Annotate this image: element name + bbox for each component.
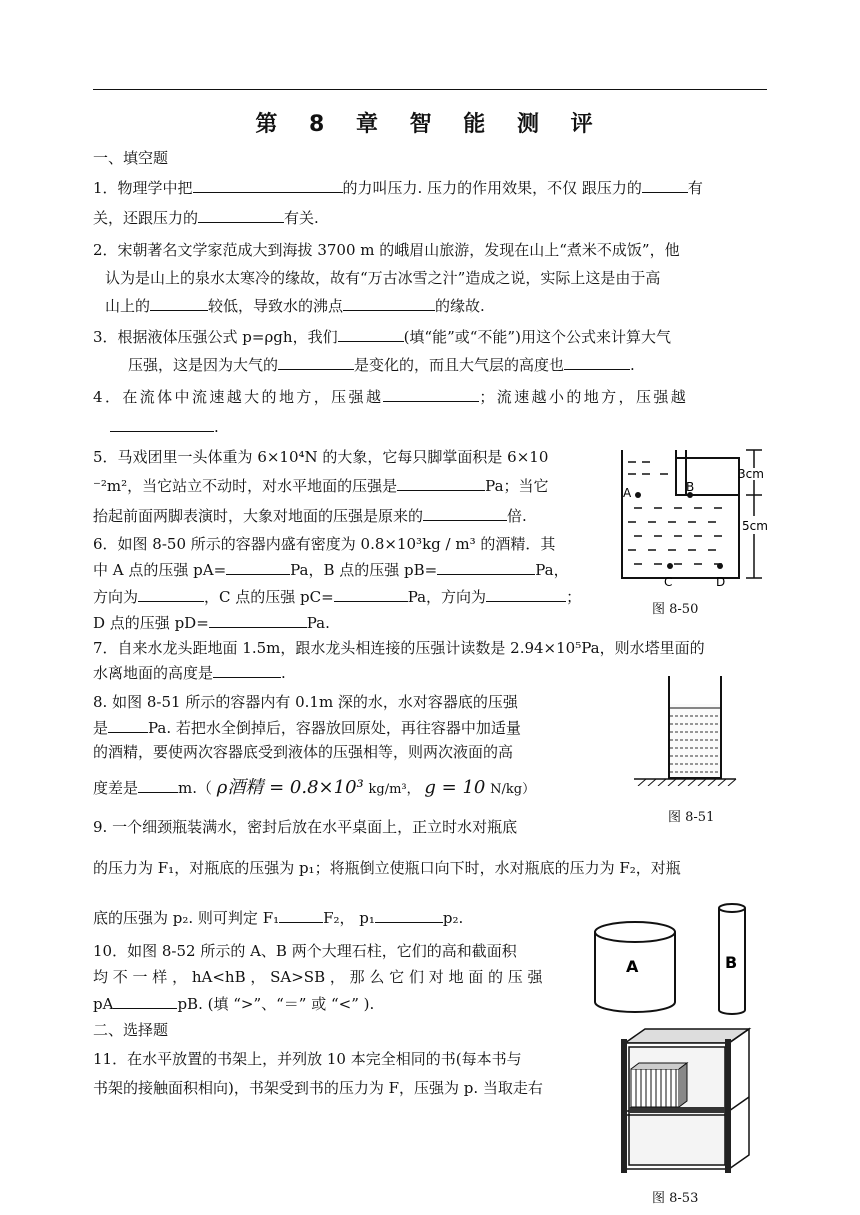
question-11: 11．在水平放置的书架上，并列放 10 本完全相同的书(每本书与 <box>93 1050 522 1068</box>
figure-8-50 <box>614 440 774 590</box>
dimension-5cm: 5cm <box>742 519 768 533</box>
section-heading: 二、选择题 <box>93 1021 169 1039</box>
figure-caption: 图 8-51 <box>668 810 715 825</box>
point-a-label: A <box>623 486 632 500</box>
point-d-label: D <box>716 575 726 589</box>
page-title: 第 8 章 智 能 测 评 <box>255 112 605 137</box>
question-5-cont: ⁻²m²，当它站立不动时，对水平地面的压强是 Pa；当它 <box>93 477 549 495</box>
question-8-cont: 度差是 m.（ ρ酒精 = 0.8×10³ kg/m³， g = 10 N/kg） <box>93 777 536 798</box>
point-b-label: B <box>686 480 695 494</box>
question-9-cont: 底的压强为 p₂. 则可判定 F₁ F₂， p₁ p₂. <box>93 909 464 927</box>
question-2: 2．宋朝著名文学家范成大到海拔 3700 m 的峨眉山旅游，发现在山上“煮米不成饭”，他 <box>93 241 680 259</box>
question-8-cont: 的酒精，要使两次容器底受到液体的压强相等，则两次液面的高 <box>93 743 514 761</box>
question-10-cont: pA pB. (填 “>”、“＝” 或 “<” ). <box>93 995 375 1013</box>
figure-8-53 <box>617 1025 757 1175</box>
question-10-cont: 均 不 一 样 ， hA<hB ， SA>SB ， 那 么 它 们 对 地 面 的 压 强 <box>93 968 543 986</box>
question-11-cont: 书架的接触面积相向)，书架受到书的压力为 F，压强为 p. 当取走右 <box>93 1079 543 1097</box>
pillar-a-label: A <box>626 957 639 976</box>
section-heading: 一、填空题 <box>93 149 169 167</box>
question-3-cont: 压强，这是因为大气的 是变化的，而且大气层的高度也 . <box>128 356 635 374</box>
question-2-cont: 山上的 较低，导致水的沸点 的缘故. <box>105 297 485 315</box>
question-5: 5．马戏团里一头体重为 6×10⁴N 的大象，它每只脚掌面积是 6×10 <box>93 448 549 466</box>
question-3: 3．根据液体压强公式 p=ρgh，我们 (填“能”或“不能”)用这个公式来计算大气 <box>93 328 671 346</box>
question-7-cont: 水离地面的高度是 . <box>93 664 286 682</box>
figure-8-52 <box>588 902 758 1022</box>
question-10: 10．如图 8-52 所示的 A、B 两个大理石柱，它们的高和截面积 <box>93 942 517 960</box>
pillar-b-label: B <box>725 953 738 972</box>
question-8: 8. 如图 8-51 所示的容器内有 0.1m 深的水，水对容器底的压强 <box>93 693 518 711</box>
question-4-cont: . <box>110 417 219 437</box>
question-2-cont: 认为是山上的泉水太寒冷的缘故，故有“万古冰雪之汁”造成之说，实际上这是由于高 <box>105 269 661 287</box>
question-1-cont: 关，还跟压力的 有关. <box>93 209 319 227</box>
question-1: 1．物理学中把 的力叫压力. 压力的作用效果，不仅 跟压力的 有 <box>93 179 703 197</box>
figure-caption: 图 8-53 <box>652 1191 699 1206</box>
question-8-cont: 是 Pa. 若把水全倒掉后，容器放回原处，再往容器中加适量 <box>93 719 521 737</box>
header-rule <box>93 89 767 90</box>
dimension-3cm: 3cm <box>738 467 764 481</box>
question-6-cont: 中 A 点的压强 pA= Pa，B 点的压强 pB= Pa， <box>93 561 569 579</box>
question-6-cont: D 点的压强 pD= Pa. <box>93 614 330 632</box>
figure-8-51 <box>604 676 744 786</box>
figure-caption: 图 8-50 <box>652 602 699 617</box>
question-4: 4．在流体中流速越大的地方，压强越 ；流速越小的地方，压强越 <box>93 388 689 406</box>
point-c-label: C <box>664 575 673 589</box>
question-5-cont: 抬起前面两脚表演时，大象对地面的压强是原来的 倍. <box>93 507 527 525</box>
question-9: 9. 一个细颈瓶装满水，密封后放在水平桌面上，正立时水对瓶底 <box>93 818 518 836</box>
question-6: 6．如图 8-50 所示的容器内盛有密度为 0.8×10³kg / m³ 的酒精．其 <box>93 535 556 553</box>
question-6-cont: 方向为 ，C 点的压强 pC= Pa，方向为 ； <box>93 588 582 606</box>
question-9-cont: 的压力为 F₁，对瓶底的压强为 p₁；将瓶倒立使瓶口向下时，水对瓶底的压力为 F₂，对瓶 <box>93 859 681 877</box>
question-7: 7．自来水龙头距地面 1.5m，跟水龙头相连接的压强计读数是 2.94×10⁵Pa，则水塔里面的 <box>93 639 705 657</box>
